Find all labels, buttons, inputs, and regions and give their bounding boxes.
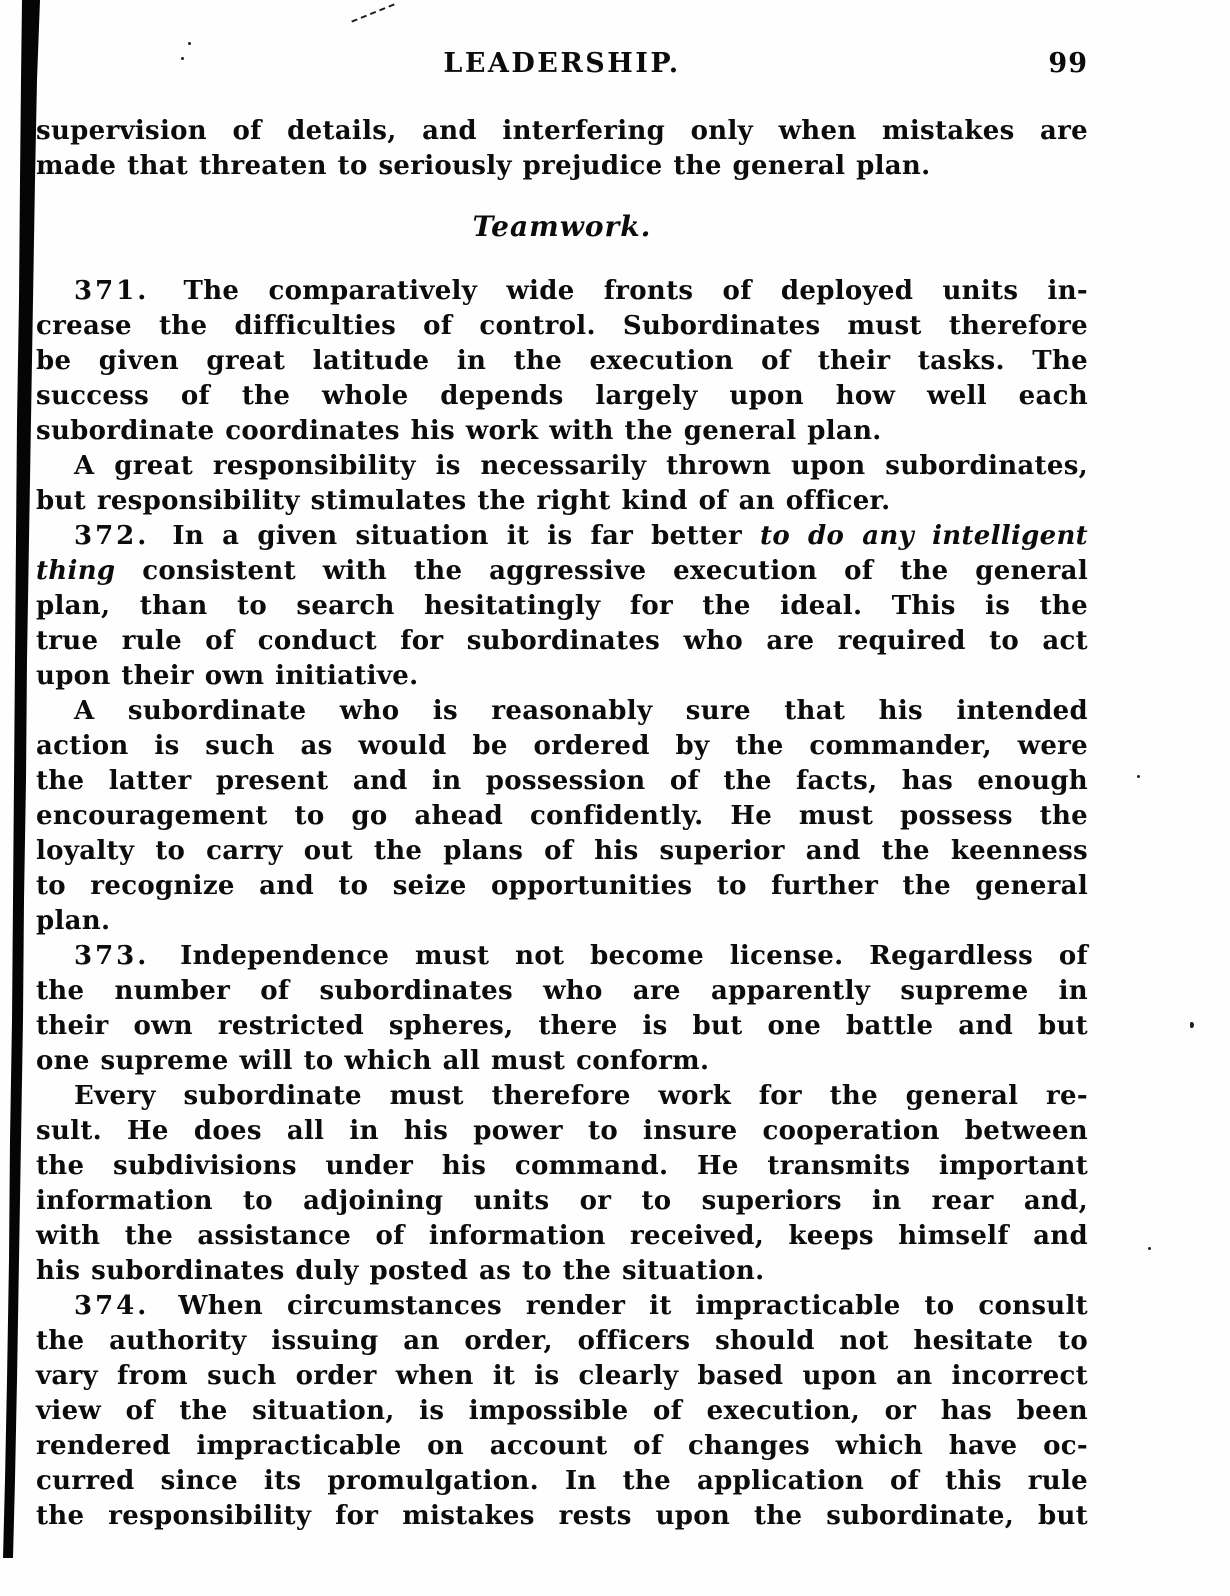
text-line bbox=[36, 1219, 1088, 1254]
scan-artifact-speck bbox=[1137, 775, 1140, 778]
body-text-segment: to recognize and to seize opportunities to further the general bbox=[36, 871, 1088, 901]
text-line bbox=[36, 1149, 1088, 1184]
body-text-segment: the authority issuing an order, officers should not hesitate to bbox=[36, 1326, 1088, 1356]
text-line bbox=[36, 904, 1088, 939]
body-text-segment: loyalty to carry out the plans of his superior and the keenness bbox=[36, 836, 1088, 866]
paragraph bbox=[36, 519, 1088, 694]
text-line bbox=[36, 1044, 1088, 1079]
body-text-segment: rendered impracticable on account of changes which have oc- bbox=[36, 1431, 1088, 1461]
text-line bbox=[36, 379, 1088, 414]
body-text-segment: view of the situation, is impossible of execution, or has been bbox=[36, 1396, 1088, 1426]
page-header bbox=[36, 48, 1088, 82]
text-line bbox=[36, 659, 1088, 694]
paragraph bbox=[36, 274, 1088, 449]
text-line bbox=[36, 1499, 1088, 1534]
text-line bbox=[36, 519, 1088, 554]
body-text-segment: with the assistance of information received, keeps himself and bbox=[36, 1221, 1088, 1251]
body-text-segment: Independence must not become license. Regardless of bbox=[154, 941, 1088, 971]
page-number: 99 bbox=[1048, 48, 1088, 79]
text-line bbox=[36, 1429, 1088, 1464]
text-column bbox=[36, 0, 1088, 1534]
body-text-segment: In a given situation it is far better bbox=[154, 521, 761, 551]
body-text-segment: Every subordinate must therefore work for the general re- bbox=[74, 1081, 1088, 1111]
body-text-segment: be given great latitude in the execution of their tasks. The bbox=[36, 346, 1088, 376]
paragraph bbox=[36, 1079, 1088, 1289]
scan-artifact-speck bbox=[1190, 1022, 1194, 1028]
body-text-segment: true rule of conduct for subordinates who are required to act bbox=[36, 626, 1088, 656]
text-line bbox=[36, 939, 1088, 974]
text-line bbox=[36, 309, 1088, 344]
text-line bbox=[36, 974, 1088, 1009]
body-text-segment: upon their own initiative. bbox=[36, 661, 419, 691]
paragraph-number: 371. bbox=[74, 276, 150, 306]
body-text-segment: one supreme will to which all must conform. bbox=[36, 1046, 710, 1076]
body-text-segment: his subordinates duly posted as to the situation. bbox=[36, 1256, 765, 1286]
section-heading: Teamwork. bbox=[472, 210, 652, 243]
text-line bbox=[36, 274, 1088, 309]
text-line bbox=[36, 694, 1088, 729]
paragraph-number: 374. bbox=[74, 1291, 150, 1321]
paragraph bbox=[36, 694, 1088, 939]
text-line bbox=[36, 484, 1088, 519]
text-line bbox=[36, 1394, 1088, 1429]
text-line bbox=[36, 624, 1088, 659]
body-text-segment: the subdivisions under his command. He transmits important bbox=[36, 1151, 1088, 1181]
body-text-segment: sult. He does all in his power to insure cooperation between bbox=[36, 1116, 1088, 1146]
text-line bbox=[36, 869, 1088, 904]
body-text-segment: made that threaten to seriously prejudice the general plan. bbox=[36, 151, 931, 181]
page-body bbox=[36, 114, 1088, 1534]
body-text-segment: The comparatively wide fronts of deployed units in- bbox=[154, 276, 1088, 306]
body-text-segment: When circumstances render it impracticable to consult bbox=[154, 1291, 1088, 1321]
text-line bbox=[36, 1009, 1088, 1044]
body-text-segment: the latter present and in possession of the facts, has enough bbox=[36, 766, 1088, 796]
body-text-segment: encouragement to go ahead confidently. He must possess the bbox=[36, 801, 1088, 831]
body-text-segment: information to adjoining units or to superiors in rear and, bbox=[36, 1186, 1088, 1216]
body-text-segment: the number of subordinates who are apparently supreme in bbox=[36, 976, 1088, 1006]
text-line bbox=[36, 764, 1088, 799]
text-line bbox=[36, 414, 1088, 449]
paragraph-number: 373. bbox=[74, 941, 150, 971]
body-text-segment: plan, than to search hesitatingly for the ideal. This is the bbox=[36, 591, 1088, 621]
text-line bbox=[36, 1114, 1088, 1149]
text-line bbox=[36, 449, 1088, 484]
text-line bbox=[36, 1079, 1088, 1114]
paragraph bbox=[36, 1289, 1088, 1534]
body-text-segment: but responsibility stimulates the right kind of an officer. bbox=[36, 486, 891, 516]
scan-artifact-speck bbox=[1148, 1247, 1151, 1250]
emphasis-text: thing bbox=[36, 556, 116, 586]
paragraph bbox=[36, 114, 1088, 184]
text-line bbox=[36, 114, 1088, 149]
text-line bbox=[36, 149, 1088, 184]
binding-shadow-bar bbox=[0, 0, 40, 1558]
body-text-segment: curred since its promulgation. In the application of this rule bbox=[36, 1466, 1088, 1496]
body-text-segment: consistent with the aggressive execution of the general bbox=[115, 556, 1088, 586]
body-text-segment: vary from such order when it is clearly based upon an incorrect bbox=[36, 1361, 1088, 1391]
body-text-segment: their own restricted spheres, there is but one battle and but bbox=[36, 1011, 1088, 1041]
text-line bbox=[36, 344, 1088, 379]
body-text-segment: A great responsibility is necessarily thrown upon subordinates, bbox=[74, 451, 1088, 481]
body-text-segment: plan. bbox=[36, 906, 111, 936]
text-line bbox=[36, 1184, 1088, 1219]
paragraph bbox=[36, 449, 1088, 519]
paragraph-number: 372. bbox=[74, 521, 150, 551]
emphasis-text: to do any intelligent bbox=[760, 521, 1088, 551]
text-line bbox=[36, 554, 1088, 589]
text-line bbox=[36, 1359, 1088, 1394]
body-text-segment: subordinate coordinates his work with the general plan. bbox=[36, 416, 882, 446]
body-text-segment: the responsibility for mistakes rests upon the subordinate, but bbox=[36, 1501, 1088, 1531]
text-line bbox=[36, 589, 1088, 624]
page-title: LEADERSHIP. bbox=[443, 48, 681, 79]
text-line bbox=[36, 834, 1088, 869]
body-text-segment: A subordinate who is reasonably sure that his intended bbox=[74, 696, 1088, 726]
text-line bbox=[36, 729, 1088, 764]
text-line bbox=[36, 1324, 1088, 1359]
body-text-segment: crease the difficulties of control. Subordinates must therefore bbox=[36, 311, 1088, 341]
paragraph bbox=[36, 939, 1088, 1079]
text-line bbox=[36, 799, 1088, 834]
text-line bbox=[36, 1289, 1088, 1324]
body-text-segment: action is such as would be ordered by the commander, were bbox=[36, 731, 1088, 761]
text-line bbox=[36, 1254, 1088, 1289]
body-text-segment: success of the whole depends largely upon how well each bbox=[36, 381, 1088, 411]
body-text-segment: supervision of details, and interfering only when mistakes are bbox=[36, 116, 1088, 146]
text-line bbox=[36, 1464, 1088, 1499]
